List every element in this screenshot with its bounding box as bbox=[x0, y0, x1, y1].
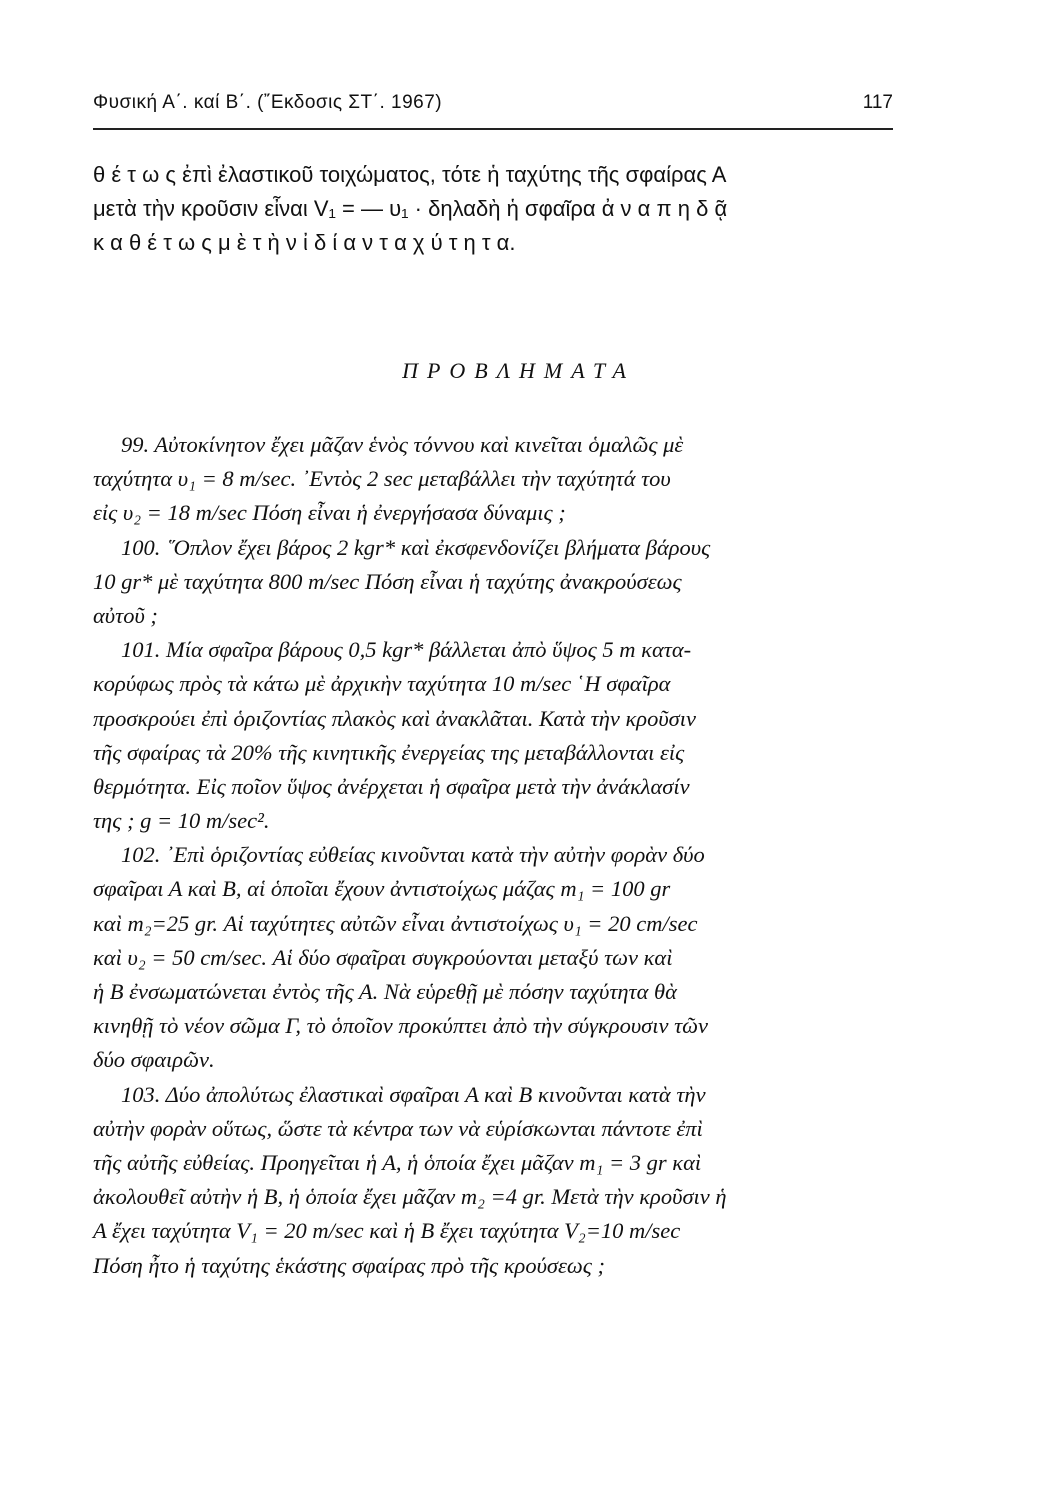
problem-103-line: Πόση ἦτο ἡ ταχύτης ἑκάστης σφαίρας πρὸ τῆς κρούσεως ; bbox=[93, 1252, 606, 1278]
text-line: θ έ τ ω ς ἐπὶ ἐλαστικοῦ τοιχώματος, τότε ἡ ταχύτης τῆς σφαίρας Α bbox=[93, 162, 727, 187]
problem-102-line: καὶ υ₂ = 50 cm/sec. Αἱ δύο σφαῖραι συγκρούονται μεταξύ των καὶ bbox=[93, 944, 673, 970]
page-number: 117 bbox=[862, 92, 893, 113]
problem-101-line: 101. Μία σφαῖρα βάρους 0,5 kgr* βάλλεται ἀπὸ ὕψος 5 m κατα- bbox=[121, 637, 692, 663]
problem-102-line: δύο σφαιρῶν. bbox=[93, 1047, 215, 1073]
section-title: ΠΡΟΒΛΗΜΑΤΑ bbox=[402, 358, 635, 383]
running-title: Φυσική Α΄. καί Β΄. (῎Εκδοσις ΣΤ΄. 1967) bbox=[93, 92, 443, 113]
problem-99-line: ταχύτητα υ₁ = 8 m/sec. ᾿Εντὸς 2 sec μεταβάλλει τὴν ταχύτητά του bbox=[93, 466, 671, 492]
problem-99-line: 99. Αὐτοκίνητον ἔχει μᾶζαν ἑνὸς τόννου καὶ κινεῖται ὁμαλῶς μὲ bbox=[121, 432, 684, 457]
problems-list bbox=[93, 428, 899, 1283]
intro-paragraph bbox=[93, 158, 893, 260]
problem-103-line: ἀκολουθεῖ αὐτὴν ἡ Β, ἡ ὁποία ἔχει μᾶζαν m₂ =4 gr. Μετὰ τὴν κροῦσιν ἡ bbox=[93, 1184, 727, 1210]
problem-101-line: κορύφως πρὸς τὰ κάτω μὲ ἀρχικὴν ταχύτητα 10 m/sec ῾Η σφαῖρα bbox=[93, 671, 671, 697]
problem-103-line: Α ἔχει ταχύτητα V₁ = 20 m/sec καὶ ἡ Β ἔχει ταχύτητα V₂=10 m/sec bbox=[93, 1218, 681, 1244]
problem-102-line: σφαῖραι Α καὶ Β, αἱ ὁποῖαι ἔχουν ἀντιστοίχως μάζας m₁ = 100 gr bbox=[93, 876, 671, 902]
problem-101-line: της ; g = 10 m/sec². bbox=[93, 808, 270, 834]
problem-103-line: τῆς αὐτῆς εὐθείας. Προηγεῖται ἡ Α, ἡ ὁποία ἔχει μᾶζαν m₁ = 3 gr καὶ bbox=[93, 1149, 702, 1175]
problem-102-line: κινηθῇ τὸ νέον σῶμα Γ, τὸ ὁποῖον προκύπτει ἀπὸ τὴν σύγκρουσιν τῶν bbox=[93, 1013, 709, 1039]
problem-100-line: 10 gr* μὲ ταχύτητα 800 m/sec Πόση εἶναι ἡ ταχύτης ἀνακρούσεως bbox=[93, 568, 682, 594]
problem-99-line: εἰς υ₂ = 18 m/sec Πόση εἶναι ἡ ἐνεργήσασα δύναμις ; bbox=[93, 500, 566, 526]
text-line: μετὰ τὴν κροῦσιν εἶναι V₁ = — υ₁ · δηλαδὴ ἡ σφαῖρα ἀ ν α π η δ ᾷ bbox=[93, 196, 728, 221]
problem-103-line: αὐτὴν φορὰν οὕτως, ὥστε τὰ κέντρα των νὰ εὑρίσκωνται πάντοτε ἐπὶ bbox=[93, 1115, 703, 1141]
problem-103-line: 103. Δύο ἀπολύτως ἐλαστικαὶ σφαῖραι Α καὶ Β κινοῦνται κατὰ τὴν bbox=[121, 1081, 706, 1107]
problem-102-line: καὶ m₂=25 gr. Αἱ ταχύτητες αὐτῶν εἶναι ἀντιστοίχως υ₁ = 20 cm/sec bbox=[93, 910, 698, 936]
problem-100-line: αὐτοῦ ; bbox=[93, 602, 158, 628]
problem-101-line: τῆς σφαίρας τὰ 20% τῆς κινητικῆς ἐνεργείας της μεταβάλλονται εἰς bbox=[93, 739, 685, 765]
problem-101-line: θερμότητα. Εἰς ποῖον ὕψος ἀνέρχεται ἡ σφαῖρα μετὰ τὴν ἀνάκλασίν bbox=[93, 773, 690, 799]
problem-101-line: προσκρούει ἐπὶ ὁριζοντίας πλακὸς καὶ ἀνακλᾶται. Κατὰ τὴν κροῦσιν bbox=[93, 705, 697, 731]
problem-102-line: ἡ Β ἐνσωματώνεται ἐντὸς τῆς Α. Νὰ εὑρεθῇ μὲ πόσην ταχύτητα θὰ bbox=[93, 979, 677, 1004]
problem-102-line: 102. ᾿Επὶ ὁριζοντίας εὐθείας κινοῦνται κατὰ τὴν αὐτὴν φορὰν δύο bbox=[121, 842, 705, 868]
text-line: κ α θ έ τ ω ς μ ὲ τ ὴ ν ἰ δ ί α ν τ α χ ύ τ η τ α. bbox=[93, 230, 516, 255]
problem-100-line: 100. ῞Οπλον ἔχει βάρος 2 kgr* καὶ ἐκσφενδονίζει βλήματα βάρους bbox=[121, 534, 711, 560]
page-header bbox=[93, 88, 893, 130]
